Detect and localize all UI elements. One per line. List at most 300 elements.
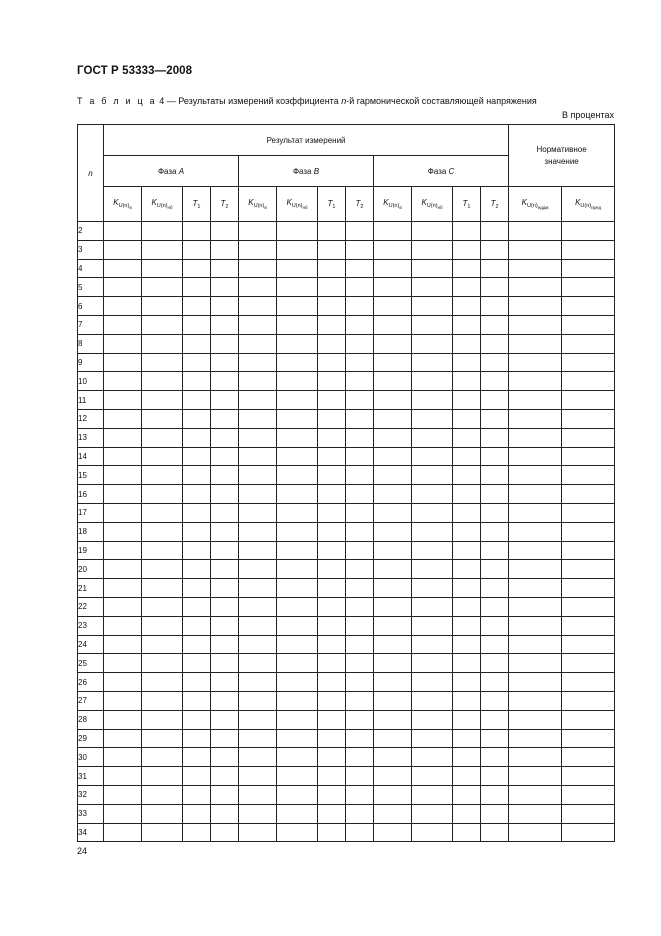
row-n-cell: 22 <box>78 597 104 616</box>
empty-cell <box>183 315 211 334</box>
empty-cell <box>277 616 318 635</box>
empty-cell <box>318 691 346 710</box>
empty-cell <box>346 278 374 297</box>
col-t2-b: $T_2$ <box>346 187 374 222</box>
empty-cell <box>453 541 481 560</box>
col-k-c-b: $K_{U(n)_{нб}}$ <box>412 187 453 222</box>
caption-number: 4 <box>159 96 165 106</box>
page-number: 24 <box>77 846 88 856</box>
empty-cell <box>453 710 481 729</box>
empty-cell <box>453 767 481 786</box>
empty-cell <box>509 691 562 710</box>
empty-cell <box>211 522 239 541</box>
empty-cell <box>142 673 183 692</box>
empty-cell <box>318 579 346 598</box>
empty-cell <box>412 447 453 466</box>
table-row <box>78 428 615 447</box>
table-row <box>78 353 615 372</box>
empty-cell <box>374 616 412 635</box>
empty-cell <box>211 691 239 710</box>
row-n-cell: 32 <box>78 785 104 804</box>
empty-cell <box>481 673 509 692</box>
col-k-b-b: $K_{U(n)_{нб}}$ <box>277 187 318 222</box>
empty-cell <box>277 522 318 541</box>
empty-cell <box>346 748 374 767</box>
empty-cell <box>142 691 183 710</box>
empty-cell <box>318 823 346 842</box>
empty-cell <box>412 616 453 635</box>
empty-cell <box>239 804 277 823</box>
empty-cell <box>374 560 412 579</box>
empty-cell <box>562 297 615 316</box>
empty-cell <box>562 391 615 410</box>
empty-cell <box>183 597 211 616</box>
empty-cell <box>481 222 509 241</box>
empty-cell <box>374 334 412 353</box>
empty-cell <box>509 654 562 673</box>
empty-cell <box>412 691 453 710</box>
empty-cell <box>374 409 412 428</box>
empty-cell <box>481 748 509 767</box>
empty-cell <box>239 785 277 804</box>
empty-cell <box>211 391 239 410</box>
empty-cell <box>509 767 562 786</box>
empty-cell <box>412 673 453 692</box>
table-row <box>78 485 615 504</box>
empty-cell <box>562 635 615 654</box>
empty-cell <box>277 466 318 485</box>
empty-cell <box>346 635 374 654</box>
empty-cell <box>211 428 239 447</box>
empty-cell <box>453 522 481 541</box>
empty-cell <box>562 503 615 522</box>
empty-cell <box>509 447 562 466</box>
empty-cell <box>318 673 346 692</box>
empty-cell <box>374 823 412 842</box>
empty-cell <box>374 541 412 560</box>
empty-cell <box>562 804 615 823</box>
empty-cell <box>239 748 277 767</box>
empty-cell <box>104 748 142 767</box>
empty-cell <box>211 729 239 748</box>
empty-cell <box>211 278 239 297</box>
empty-cell <box>239 654 277 673</box>
empty-cell <box>562 278 615 297</box>
empty-cell <box>374 297 412 316</box>
empty-cell <box>239 315 277 334</box>
empty-cell <box>509 804 562 823</box>
results-table-body <box>78 222 615 842</box>
results-group-header: Результат измерений <box>104 125 509 156</box>
empty-cell <box>562 240 615 259</box>
table-row <box>78 334 615 353</box>
empty-cell <box>211 297 239 316</box>
empty-cell <box>481 409 509 428</box>
table-row <box>78 673 615 692</box>
empty-cell <box>412 785 453 804</box>
empty-cell <box>562 710 615 729</box>
empty-cell <box>481 240 509 259</box>
empty-cell <box>346 466 374 485</box>
row-n-cell: 24 <box>78 635 104 654</box>
empty-cell <box>142 315 183 334</box>
empty-cell <box>239 240 277 259</box>
empty-cell <box>562 560 615 579</box>
empty-cell <box>277 691 318 710</box>
empty-cell <box>481 579 509 598</box>
empty-cell <box>142 503 183 522</box>
empty-cell <box>211 409 239 428</box>
empty-cell <box>183 541 211 560</box>
table-row <box>78 748 615 767</box>
results-table <box>77 124 615 842</box>
row-n-cell: 25 <box>78 654 104 673</box>
empty-cell <box>562 372 615 391</box>
empty-cell <box>562 616 615 635</box>
empty-cell <box>374 447 412 466</box>
empty-cell <box>183 654 211 673</box>
empty-cell <box>318 729 346 748</box>
empty-cell <box>277 353 318 372</box>
empty-cell <box>211 259 239 278</box>
empty-cell <box>142 748 183 767</box>
empty-cell <box>412 748 453 767</box>
empty-cell <box>277 579 318 598</box>
empty-cell <box>374 259 412 278</box>
row-n-cell: 26 <box>78 673 104 692</box>
row-n-cell: 27 <box>78 691 104 710</box>
empty-cell <box>481 259 509 278</box>
empty-cell <box>374 748 412 767</box>
empty-cell <box>142 222 183 241</box>
empty-cell <box>481 541 509 560</box>
col-t2-c: $T_2$ <box>481 187 509 222</box>
empty-cell <box>374 503 412 522</box>
empty-cell <box>142 334 183 353</box>
empty-cell <box>562 654 615 673</box>
empty-cell <box>318 428 346 447</box>
empty-cell <box>481 635 509 654</box>
empty-cell <box>239 616 277 635</box>
empty-cell <box>239 767 277 786</box>
empty-cell <box>318 409 346 428</box>
empty-cell <box>104 579 142 598</box>
empty-cell <box>142 485 183 504</box>
empty-cell <box>509 353 562 372</box>
row-n-cell: 16 <box>78 485 104 504</box>
empty-cell <box>318 616 346 635</box>
empty-cell <box>211 767 239 786</box>
empty-cell <box>142 616 183 635</box>
empty-cell <box>183 372 211 391</box>
empty-cell <box>346 823 374 842</box>
empty-cell <box>239 278 277 297</box>
empty-cell <box>211 222 239 241</box>
table-row <box>78 522 615 541</box>
empty-cell <box>509 635 562 654</box>
empty-cell <box>142 259 183 278</box>
empty-cell <box>277 560 318 579</box>
empty-cell <box>211 466 239 485</box>
empty-cell <box>211 748 239 767</box>
empty-cell <box>346 729 374 748</box>
empty-cell <box>104 409 142 428</box>
empty-cell <box>142 767 183 786</box>
empty-cell <box>104 673 142 692</box>
empty-cell <box>318 372 346 391</box>
table-row <box>78 240 615 259</box>
empty-cell <box>509 616 562 635</box>
empty-cell <box>104 222 142 241</box>
empty-cell <box>239 297 277 316</box>
empty-cell <box>481 428 509 447</box>
row-n-cell: 18 <box>78 522 104 541</box>
empty-cell <box>562 579 615 598</box>
empty-cell <box>453 278 481 297</box>
empty-cell <box>239 503 277 522</box>
empty-cell <box>277 391 318 410</box>
empty-cell <box>277 259 318 278</box>
empty-cell <box>239 391 277 410</box>
empty-cell <box>346 767 374 786</box>
empty-cell <box>211 353 239 372</box>
empty-cell <box>142 597 183 616</box>
col-t1-c: $T_1$ <box>453 187 481 222</box>
empty-cell <box>412 729 453 748</box>
empty-cell <box>346 353 374 372</box>
empty-cell <box>318 222 346 241</box>
empty-cell <box>104 767 142 786</box>
col-k-c-a: $K_{U(n)_в}$ <box>374 187 412 222</box>
empty-cell <box>183 673 211 692</box>
empty-cell <box>481 485 509 504</box>
empty-cell <box>453 334 481 353</box>
empty-cell <box>211 823 239 842</box>
empty-cell <box>318 522 346 541</box>
empty-cell <box>318 785 346 804</box>
empty-cell <box>562 259 615 278</box>
table-row <box>78 391 615 410</box>
empty-cell <box>453 503 481 522</box>
empty-cell <box>211 560 239 579</box>
empty-cell <box>104 541 142 560</box>
empty-cell <box>318 748 346 767</box>
empty-cell <box>318 315 346 334</box>
empty-cell <box>239 729 277 748</box>
col-k-a-a: $K_{U(n)_в}$ <box>104 187 142 222</box>
empty-cell <box>374 466 412 485</box>
empty-cell <box>374 597 412 616</box>
empty-cell <box>183 222 211 241</box>
empty-cell <box>211 785 239 804</box>
empty-cell <box>509 222 562 241</box>
empty-cell <box>346 560 374 579</box>
empty-cell <box>104 597 142 616</box>
empty-cell <box>374 240 412 259</box>
empty-cell <box>453 804 481 823</box>
col-k-norm-1: $K_{U(n)_{нддм}}$ <box>509 187 562 222</box>
empty-cell <box>509 710 562 729</box>
empty-cell <box>374 372 412 391</box>
empty-cell <box>453 785 481 804</box>
empty-cell <box>277 240 318 259</box>
empty-cell <box>346 691 374 710</box>
empty-cell <box>453 240 481 259</box>
empty-cell <box>104 710 142 729</box>
empty-cell <box>509 409 562 428</box>
empty-cell <box>183 428 211 447</box>
empty-cell <box>453 353 481 372</box>
empty-cell <box>509 485 562 504</box>
col-t1-a: $T_1$ <box>183 187 211 222</box>
empty-cell <box>453 616 481 635</box>
empty-cell <box>346 447 374 466</box>
empty-cell <box>183 785 211 804</box>
empty-cell <box>318 503 346 522</box>
empty-cell <box>239 222 277 241</box>
empty-cell <box>104 259 142 278</box>
empty-cell <box>346 522 374 541</box>
empty-cell <box>183 353 211 372</box>
empty-cell <box>239 635 277 654</box>
empty-cell <box>374 522 412 541</box>
empty-cell <box>412 560 453 579</box>
empty-cell <box>453 748 481 767</box>
empty-cell <box>453 579 481 598</box>
empty-cell <box>481 522 509 541</box>
row-n-cell: 19 <box>78 541 104 560</box>
empty-cell <box>239 823 277 842</box>
empty-cell <box>562 428 615 447</box>
empty-cell <box>453 372 481 391</box>
table-row <box>78 447 615 466</box>
empty-cell <box>481 447 509 466</box>
empty-cell <box>318 597 346 616</box>
table-row <box>78 823 615 842</box>
empty-cell <box>346 222 374 241</box>
table-row <box>78 804 615 823</box>
empty-cell <box>183 334 211 353</box>
empty-cell <box>453 428 481 447</box>
caption-n: n <box>341 96 347 106</box>
empty-cell <box>142 466 183 485</box>
empty-cell <box>277 334 318 353</box>
empty-cell <box>104 372 142 391</box>
empty-cell <box>277 297 318 316</box>
empty-cell <box>277 372 318 391</box>
empty-cell <box>481 597 509 616</box>
empty-cell <box>412 503 453 522</box>
empty-cell <box>562 729 615 748</box>
empty-cell <box>211 804 239 823</box>
caption-label: Т а б л и ц а <box>77 96 157 106</box>
table-row <box>78 541 615 560</box>
empty-cell <box>346 409 374 428</box>
empty-cell <box>562 353 615 372</box>
empty-cell <box>481 503 509 522</box>
empty-cell <box>562 785 615 804</box>
row-n-cell: 15 <box>78 466 104 485</box>
empty-cell <box>104 654 142 673</box>
units-label: В процентах <box>562 110 614 120</box>
empty-cell <box>412 654 453 673</box>
empty-cell <box>183 710 211 729</box>
row-n-cell: 5 <box>78 278 104 297</box>
empty-cell <box>142 297 183 316</box>
table-row <box>78 579 615 598</box>
empty-cell <box>374 391 412 410</box>
empty-cell <box>481 691 509 710</box>
empty-cell <box>509 748 562 767</box>
empty-cell <box>481 315 509 334</box>
empty-cell <box>277 409 318 428</box>
empty-cell <box>211 315 239 334</box>
col-k-norm-2: $K_{U(n)_{пред}}$ <box>562 187 615 222</box>
row-n-cell: 6 <box>78 297 104 316</box>
empty-cell <box>374 710 412 729</box>
empty-cell <box>211 503 239 522</box>
empty-cell <box>183 729 211 748</box>
empty-cell <box>412 823 453 842</box>
empty-cell <box>453 315 481 334</box>
row-n-cell: 2 <box>78 222 104 241</box>
empty-cell <box>183 804 211 823</box>
table-row <box>78 372 615 391</box>
empty-cell <box>453 597 481 616</box>
empty-cell <box>481 278 509 297</box>
empty-cell <box>562 748 615 767</box>
empty-cell <box>346 804 374 823</box>
table-row <box>78 654 615 673</box>
empty-cell <box>318 710 346 729</box>
empty-cell <box>346 240 374 259</box>
empty-cell <box>453 560 481 579</box>
empty-cell <box>374 729 412 748</box>
empty-cell <box>239 560 277 579</box>
table-row <box>78 278 615 297</box>
empty-cell <box>277 785 318 804</box>
empty-cell <box>346 428 374 447</box>
empty-cell <box>453 485 481 504</box>
row-n-cell: 4 <box>78 259 104 278</box>
empty-cell <box>412 597 453 616</box>
empty-cell <box>277 278 318 297</box>
empty-cell <box>211 597 239 616</box>
empty-cell <box>509 428 562 447</box>
empty-cell <box>239 710 277 729</box>
table-row <box>78 691 615 710</box>
empty-cell <box>481 391 509 410</box>
empty-cell <box>211 485 239 504</box>
empty-cell <box>374 278 412 297</box>
row-n-cell: 34 <box>78 823 104 842</box>
empty-cell <box>374 673 412 692</box>
empty-cell <box>562 541 615 560</box>
row-n-cell: 29 <box>78 729 104 748</box>
row-n-cell: 3 <box>78 240 104 259</box>
empty-cell <box>412 466 453 485</box>
empty-cell <box>239 466 277 485</box>
empty-cell <box>183 635 211 654</box>
empty-cell <box>453 729 481 748</box>
empty-cell <box>239 353 277 372</box>
phase-b-header: Фаза B <box>239 156 374 187</box>
empty-cell <box>562 485 615 504</box>
empty-cell <box>104 485 142 504</box>
empty-cell <box>183 259 211 278</box>
empty-cell <box>346 579 374 598</box>
empty-cell <box>509 729 562 748</box>
